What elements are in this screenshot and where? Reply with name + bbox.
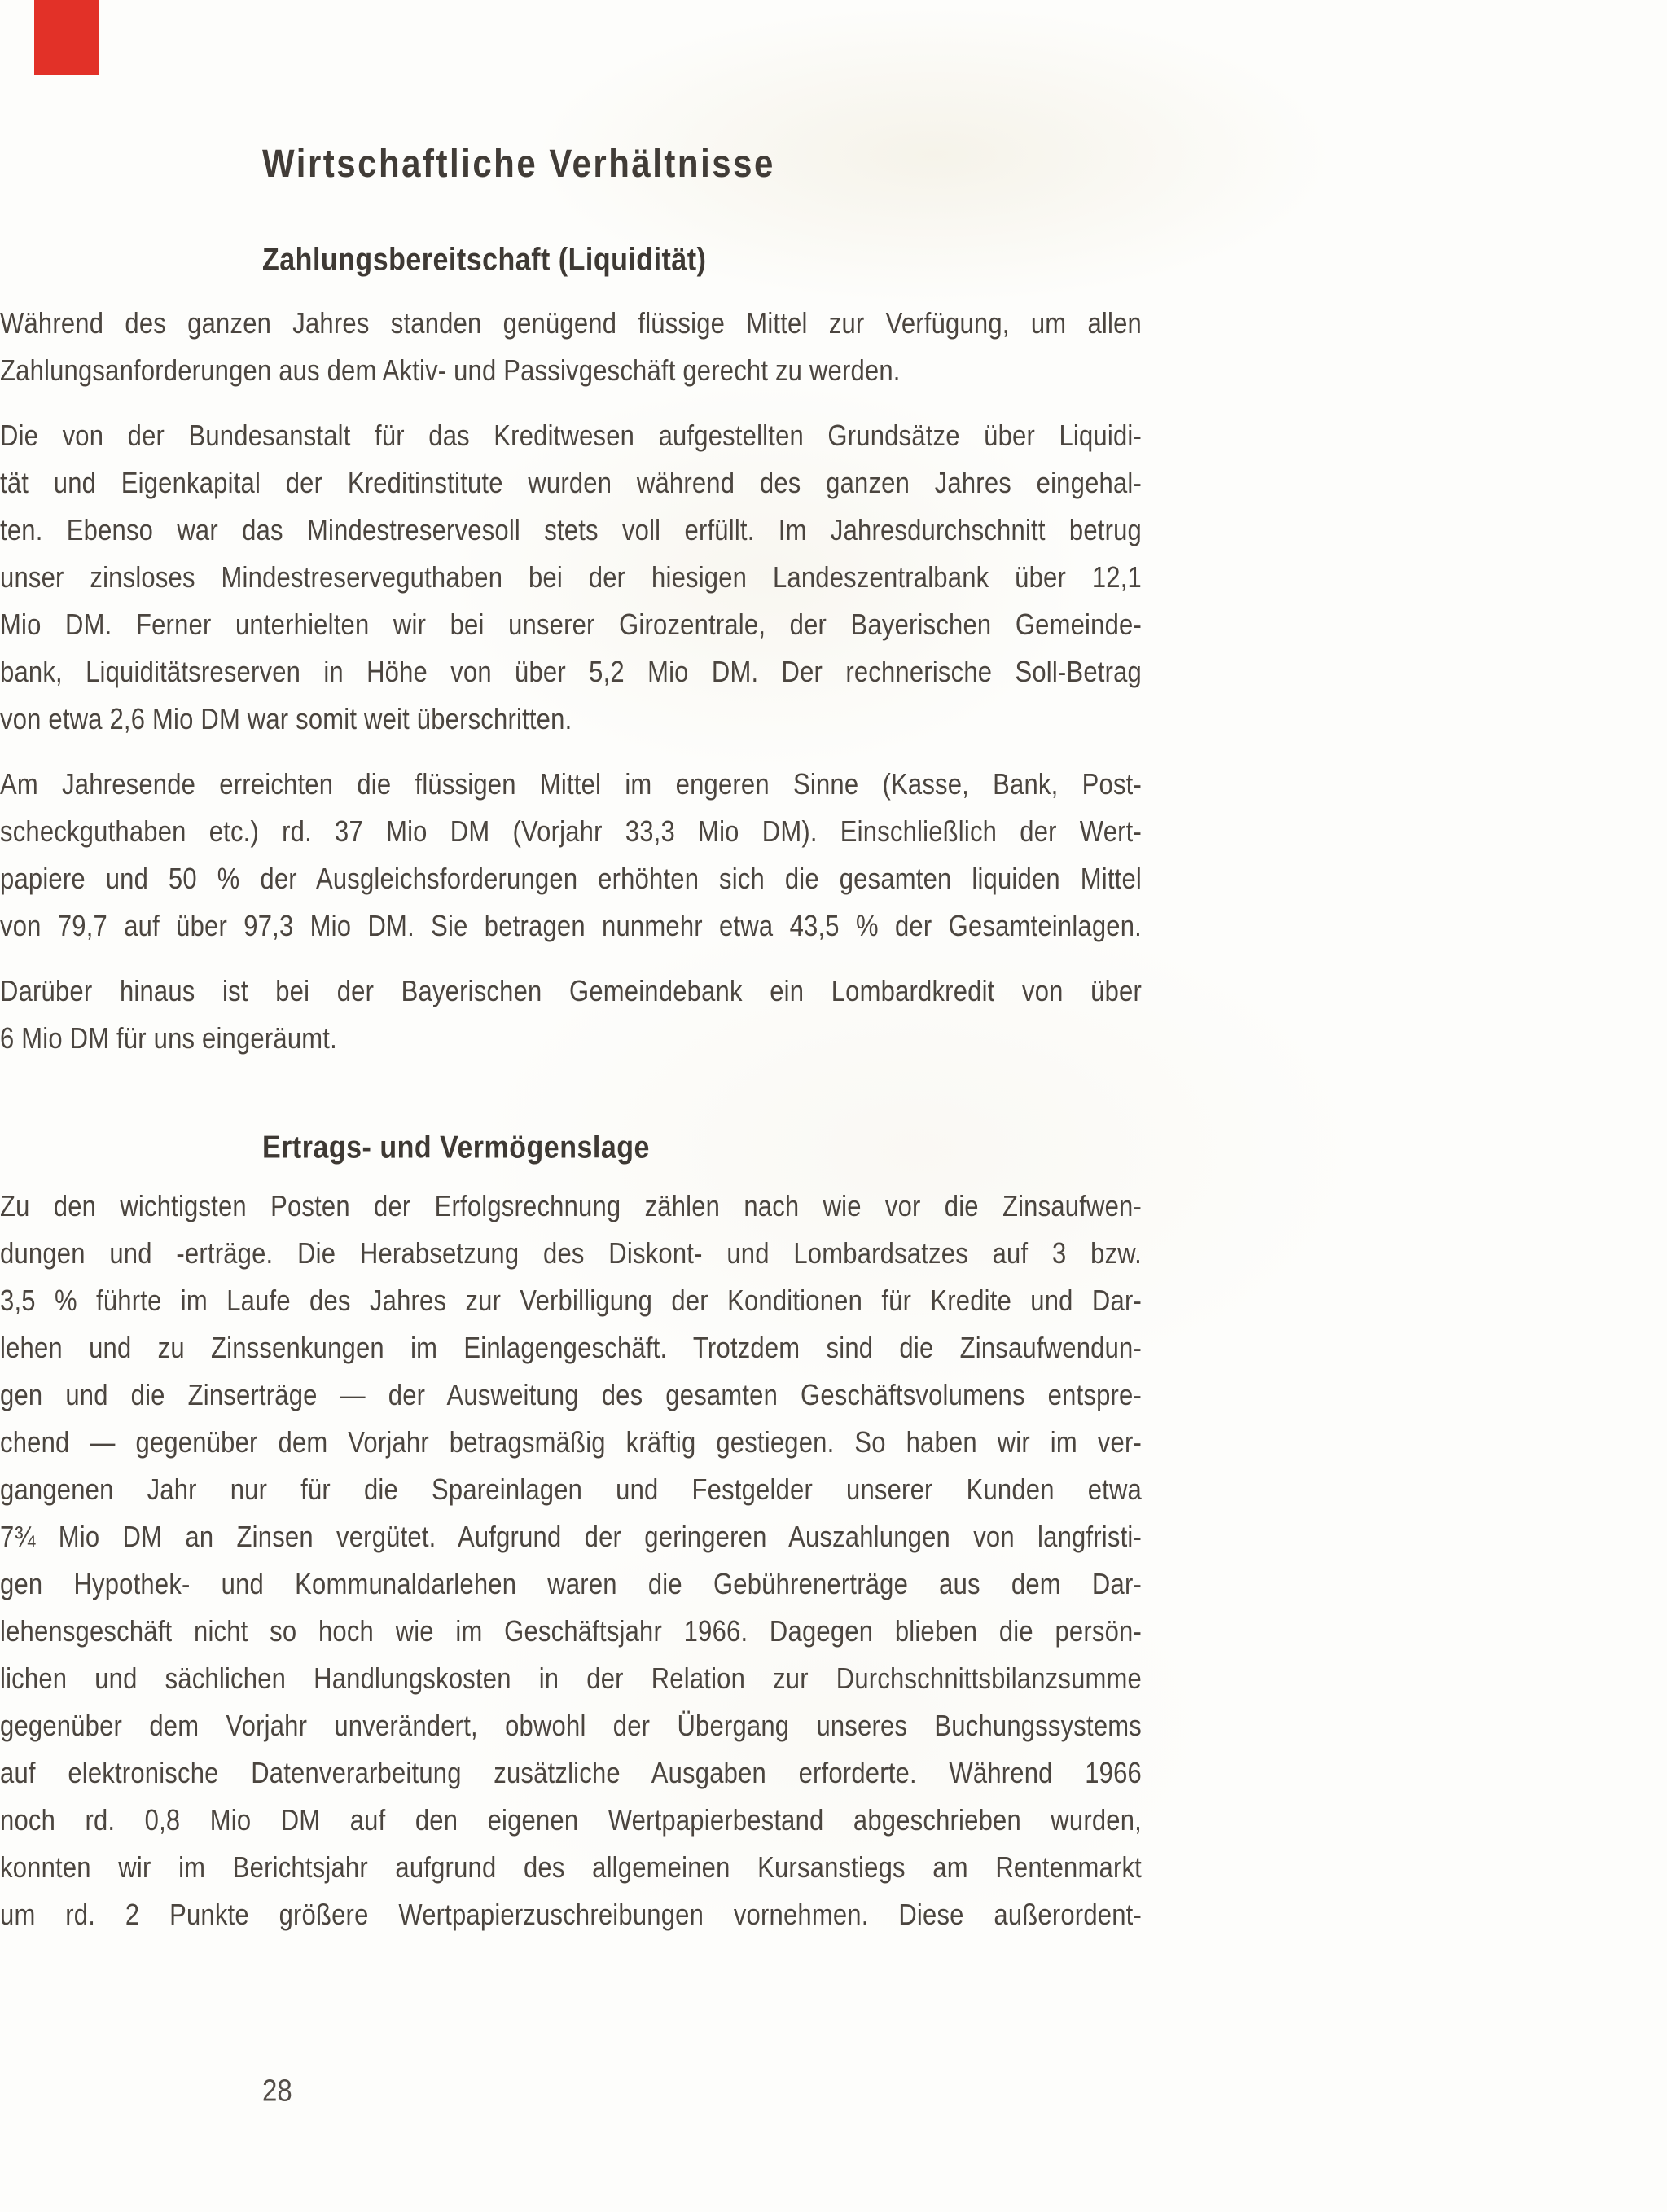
text-line: 6 Mio DM für uns eingeräumt. [0, 1020, 337, 1056]
text-line: bank, Liquiditätsreserven in Höhe von über 5,2 Mio DM. Der rechnerische Soll-Betrag [0, 654, 1142, 689]
paragraph-liquiditaet-3 [0, 761, 1142, 950]
text-line: gen und die Zinserträge — der Ausweitung des gesamten Geschäftsvolumens entspre- [0, 1377, 1142, 1412]
text-line: 7¾ Mio DM an Zinsen vergütet. Aufgrund der geringeren Auszahlungen von langfristi- [0, 1519, 1142, 1554]
text-line: um rd. 2 Punkte größere Wertpapierzuschreibungen vornehmen. Diese außerordent- [0, 1897, 1142, 1932]
text-line: Zu den wichtigsten Posten der Erfolgsrechnung zählen nach wie vor die Zinsaufwen- [0, 1188, 1142, 1223]
paragraph-liquiditaet-2 [0, 412, 1142, 743]
text-line: Darüber hinaus ist bei der Bayerischen Gemeindebank ein Lombardkredit von über [0, 973, 1142, 1008]
text-line: dungen und -erträge. Die Herabsetzung des Diskont- und Lombardsatzes auf 3 bzw. [0, 1235, 1142, 1271]
section-heading-zahlungsbereitschaft: Zahlungsbereitschaft (Liquidität) [262, 242, 707, 278]
text-line: unser zinsloses Mindestreserveguthaben bei der hiesigen Landeszentralbank über 12,1 [0, 560, 1142, 595]
text-line: lehensgeschäft nicht so hoch wie im Geschäftsjahr 1966. Dagegen blieben die persön- [0, 1613, 1142, 1648]
text-line: konnten wir im Berichtsjahr aufgrund des allgemeinen Kursanstiegs am Rentenmarkt [0, 1850, 1142, 1885]
text-line: scheckguthaben etc.) rd. 37 Mio DM (Vorjahr 33,3 Mio DM). Einschließlich der Wert- [0, 814, 1142, 849]
paragraph-ertragslage-1 [0, 1183, 1142, 1938]
text-line: tät und Eigenkapital der Kreditinstitute wurden während des ganzen Jahres eingehal- [0, 465, 1142, 500]
text-line: Am Jahresende erreichten die flüssigen Mittel im engeren Sinne (Kasse, Bank, Post- [0, 766, 1142, 801]
text-line: lichen und sächlichen Handlungskosten in der Relation zur Durchschnittsbilanzsumme [0, 1661, 1142, 1696]
text-line: noch rd. 0,8 Mio DM auf den eigenen Wertpapierbestand abgeschrieben wurden, [0, 1802, 1142, 1837]
section-heading-ertragslage: Ertrags- und Vermögenslage [262, 1130, 650, 1165]
text-line: gegenüber dem Vorjahr unverändert, obwohl der Übergang unseres Buchungssystems [0, 1708, 1142, 1743]
text-line: lehen und zu Zinssenkungen im Einlagengeschäft. Trotzdem sind die Zinsaufwendun- [0, 1330, 1142, 1365]
text-line: von etwa 2,6 Mio DM war somit weit überschritten. [0, 701, 572, 736]
text-line: Während des ganzen Jahres standen genügend flüssige Mittel zur Verfügung, um allen [0, 305, 1142, 340]
text-line: ten. Ebenso war das Mindestreservesoll stets voll erfüllt. Im Jahresdurchschnitt betrug [0, 512, 1142, 547]
text-line: 3,5 % führte im Laufe des Jahres zur Verbilligung der Konditionen für Kredite und Dar- [0, 1283, 1142, 1318]
text-line: chend — gegenüber dem Vorjahr betragsmäßig kräftig gestiegen. So haben wir im ver- [0, 1424, 1142, 1459]
paragraph-liquiditaet-1 [0, 300, 1142, 394]
red-corner-scan-mark [34, 0, 99, 75]
text-line: von 79,7 auf über 97,3 Mio DM. Sie betragen nunmehr etwa 43,5 % der Gesamteinlagen. [0, 908, 1142, 943]
text-line: gen Hypothek- und Kommunaldarlehen waren die Gebührenerträge aus dem Dar- [0, 1566, 1142, 1601]
text-line: Zahlungsanforderungen aus dem Aktiv- und Passivgeschäft gerecht zu werden. [0, 353, 901, 388]
text-line: auf elektronische Datenverarbeitung zusätzliche Ausgaben erforderte. Während 1966 [0, 1755, 1142, 1790]
document-title: Wirtschaftliche Verhältnisse [262, 141, 775, 186]
paragraph-liquiditaet-4 [0, 968, 1142, 1062]
text-line: Mio DM. Ferner unterhielten wir bei unserer Girozentrale, der Bayerischen Gemeinde- [0, 607, 1142, 642]
text-line: papiere und 50 % der Ausgleichsforderungen erhöhten sich die gesamten liquiden Mittel [0, 861, 1142, 896]
text-line: Die von der Bundesanstalt für das Kreditwesen aufgestellten Grundsätze über Liquidi- [0, 418, 1142, 453]
text-line: gangenen Jahr nur für die Spareinlagen und Festgelder unserer Kunden etwa [0, 1472, 1142, 1507]
page-number: 28 [262, 2073, 292, 2108]
